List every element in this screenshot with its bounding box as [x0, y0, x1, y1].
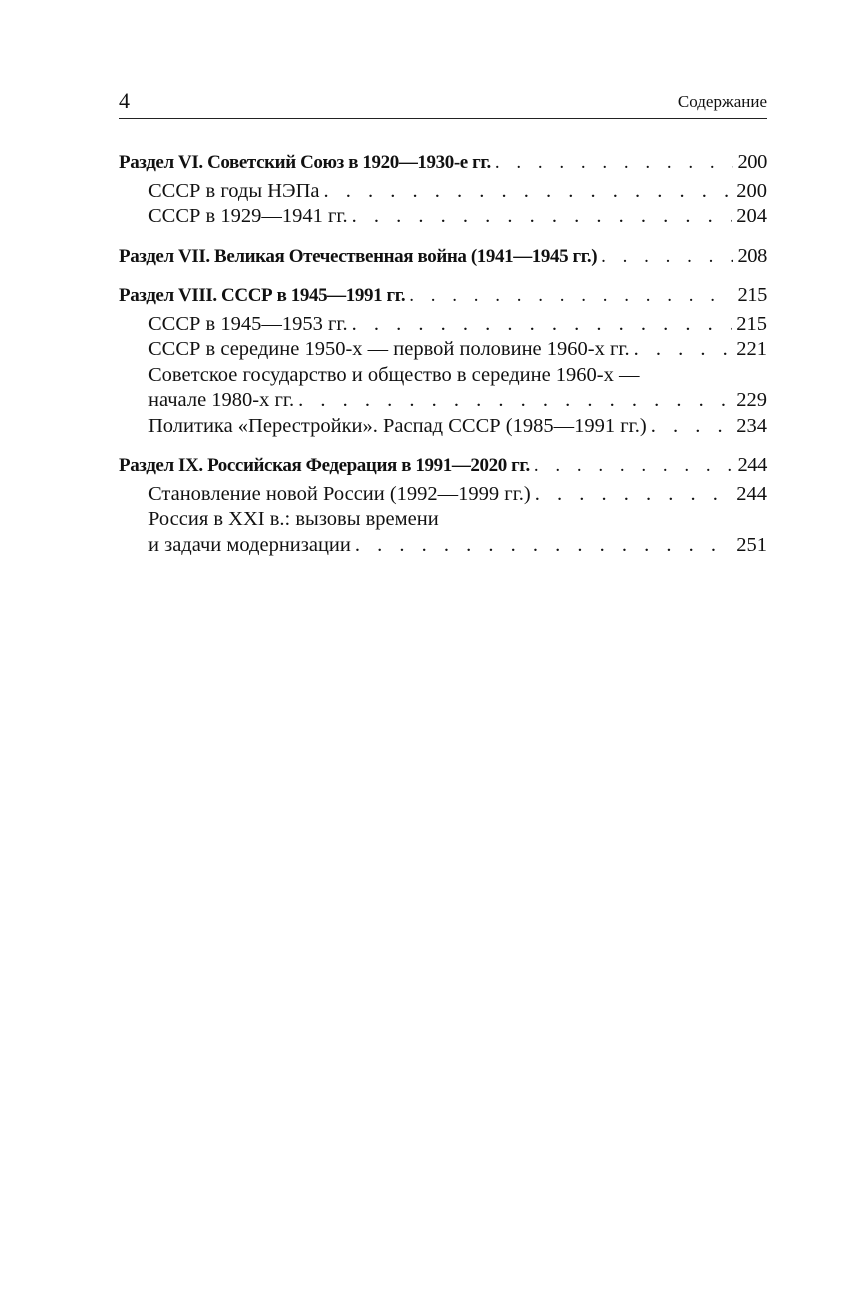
- toc-section-heading[interactable]: [119, 150, 767, 176]
- page-number: 4: [119, 88, 130, 113]
- dot-leader: [352, 312, 733, 338]
- toc-page-number: 215: [737, 284, 767, 306]
- toc-page-number: 244: [737, 454, 767, 476]
- toc-page-number: 200: [737, 151, 767, 173]
- toc-entry-title: Россия в XXI в.: вызовы времени: [148, 508, 439, 530]
- toc-entry-title-continued: начале 1980-х гг.: [148, 389, 295, 411]
- table-of-contents: [119, 150, 767, 572]
- dot-leader: [409, 283, 733, 309]
- toc-section-title: Раздел VII. Великая Отечественная война (1941—1945 гг.): [119, 245, 598, 267]
- toc-section-title: Раздел VI. Советский Союз в 1920—1930-е гг.: [119, 152, 491, 173]
- toc-section-heading[interactable]: [119, 283, 767, 309]
- page-header: [119, 86, 767, 119]
- dot-leader: [352, 204, 733, 230]
- toc-page-number: 251: [736, 533, 767, 556]
- toc-entry[interactable]: [119, 533, 767, 559]
- toc-section-title: Раздел IX. Российская Федерация в 1991—2020 гг.: [119, 455, 530, 476]
- toc-page-number: 215: [736, 312, 767, 335]
- running-title: Содержание: [677, 92, 767, 111]
- toc-page-number: 208: [737, 244, 767, 267]
- toc-section-viii: [119, 283, 767, 439]
- dot-leader: [298, 388, 732, 414]
- toc-entry[interactable]: [119, 337, 767, 363]
- dot-leader: [495, 150, 734, 176]
- dot-leader: [651, 414, 733, 440]
- toc-page-number: 229: [736, 389, 767, 411]
- toc-entry-line[interactable]: [119, 507, 767, 533]
- toc-section-title: Раздел VIII. СССР в 1945—1991 гг.: [119, 285, 406, 306]
- toc-section-vi: [119, 150, 767, 230]
- toc-section-ix: [119, 453, 767, 558]
- toc-page-number: 221: [736, 338, 767, 360]
- toc-section-heading[interactable]: [119, 244, 767, 270]
- toc-page-number: 234: [736, 414, 767, 437]
- toc-entry-title-continued: и задачи модернизации: [148, 533, 351, 556]
- toc-entry-title: СССР в 1945—1953 гг.: [148, 312, 348, 335]
- toc-entry[interactable]: [119, 204, 767, 230]
- toc-entry-title: СССР в 1929—1941 гг.: [148, 205, 348, 227]
- toc-entry[interactable]: [119, 414, 767, 440]
- toc-entry[interactable]: [119, 388, 767, 414]
- toc-entry-title: Политика «Перестройки». Распад СССР (1985—1991 гг.): [148, 414, 647, 437]
- toc-entry-title: СССР в годы НЭПа: [148, 179, 320, 202]
- dot-leader: [634, 337, 733, 363]
- toc-page-number: 200: [736, 179, 767, 202]
- toc-entry-title: СССР в середине 1950-х — первой половине 1960-х гг.: [148, 338, 630, 360]
- toc-section-vii: [119, 244, 767, 270]
- toc-entry-line[interactable]: [119, 363, 767, 389]
- dot-leader: [535, 482, 732, 508]
- dot-leader: [355, 533, 732, 559]
- toc-entry-title: Советское государство и общество в середине 1960-х —: [148, 363, 640, 386]
- toc-entry[interactable]: [119, 312, 767, 338]
- toc-entry[interactable]: [119, 482, 767, 508]
- toc-entry[interactable]: [119, 179, 767, 205]
- toc-page-number: 244: [736, 482, 767, 505]
- dot-leader: [323, 179, 732, 205]
- toc-entry-title: Становление новой России (1992—1999 гг.): [148, 482, 531, 505]
- toc-page-number: 204: [736, 205, 767, 227]
- dot-leader: [534, 453, 734, 479]
- toc-section-heading[interactable]: [119, 453, 767, 479]
- dot-leader: [601, 244, 733, 270]
